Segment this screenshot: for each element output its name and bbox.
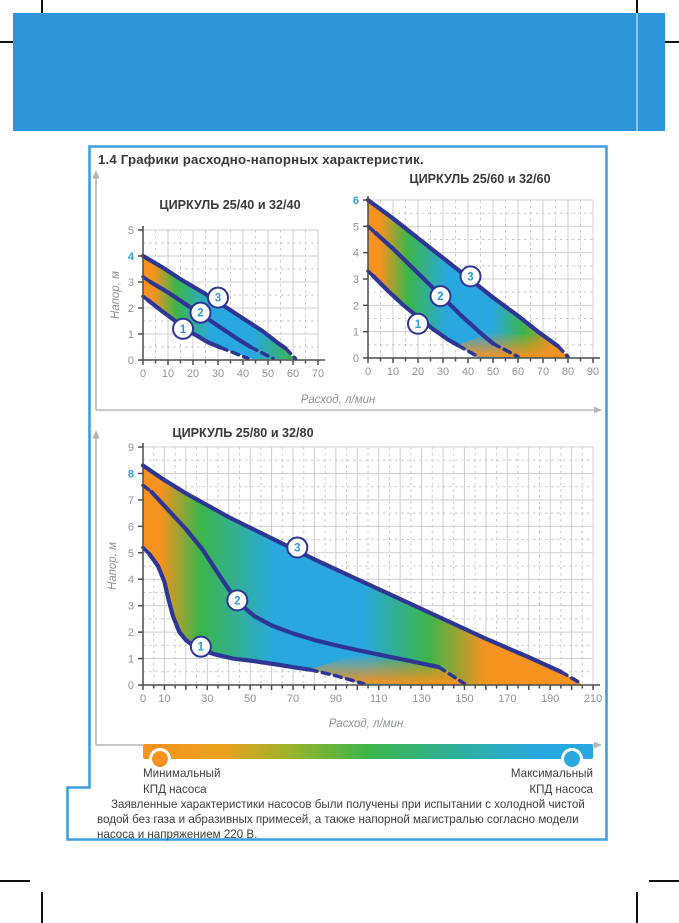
- y-tick-label: 3: [352, 274, 359, 287]
- curve-number: 1: [197, 641, 205, 654]
- y-tick-label: 1: [127, 653, 134, 666]
- y-tick-label: 3: [127, 600, 134, 613]
- chart-title: ЦИРКУЛЬ 25/60 и 32/60: [409, 172, 551, 186]
- x-tick-label: 90: [329, 693, 342, 705]
- x-tick-label: 60: [286, 368, 300, 380]
- y-axis-label: Напор, м: [107, 542, 119, 590]
- curve-number: 3: [294, 542, 301, 555]
- x-tick-label: 10: [161, 368, 175, 380]
- y-tick-label: 5: [127, 225, 134, 237]
- x-tick-label: 30: [211, 368, 225, 380]
- x-tick-label: 70: [536, 366, 550, 378]
- x-tick-label: 210: [583, 693, 603, 705]
- chart-title: ЦИРКУЛЬ 25/40 и 32/40: [159, 198, 301, 212]
- x-tick-label: 190: [540, 693, 560, 705]
- chart-cirkul-25-80: [107, 426, 602, 730]
- curve-number: 2: [234, 595, 241, 608]
- x-tick-label: 10: [386, 366, 400, 378]
- chart-cirkul-25-40: [110, 198, 325, 380]
- section-title: 1.4 Графики расходно-напорных характеристик.: [98, 152, 424, 167]
- y-tick-label: 2: [127, 627, 134, 640]
- chart-title: ЦИРКУЛЬ 25/80 и 32/80: [172, 426, 314, 440]
- min-efficiency-label-line1: Минимальный: [143, 767, 221, 780]
- y-tick-label: 1: [352, 326, 359, 339]
- x-tick-label: 50: [486, 366, 500, 378]
- x-tick-label: 50: [244, 693, 257, 705]
- curve-number: 1: [414, 318, 422, 331]
- y-tick-label: 8: [127, 468, 134, 481]
- curve-number: 3: [467, 271, 474, 284]
- x-tick-label: 40: [461, 366, 475, 378]
- y-axis-label: Напор, м: [110, 271, 122, 319]
- x-tick-label: 20: [411, 366, 425, 378]
- y-tick-label: 1: [127, 329, 134, 341]
- x-tick-label: 70: [286, 693, 300, 705]
- x-tick-label: 30: [436, 366, 450, 378]
- x-tick-label: 130: [412, 693, 431, 705]
- x-tick-label: 20: [186, 368, 200, 380]
- min-efficiency-label: [143, 766, 220, 797]
- chart-cirkul-25-60: [353, 172, 600, 378]
- y-tick-label: 9: [127, 442, 134, 455]
- x-tick-label: 60: [511, 366, 525, 378]
- y-tick-label: 5: [127, 547, 134, 560]
- y-tick-label: 4: [127, 574, 134, 587]
- curve-number: 1: [179, 323, 187, 336]
- x-axis-label: Расход, л/мин: [328, 718, 404, 730]
- x-tick-label: 40: [236, 368, 250, 380]
- x-tick-label: 170: [498, 693, 517, 705]
- y-tick-label: 0: [127, 680, 134, 692]
- max-efficiency-label: [393, 766, 593, 797]
- y-tick-label: 3: [127, 277, 134, 289]
- y-tick-label: 4: [352, 247, 359, 260]
- curve-number: 3: [214, 292, 222, 305]
- x-tick-label: 0: [139, 368, 147, 380]
- y-tick-label: 6: [127, 521, 134, 534]
- curve-number: 2: [197, 307, 204, 320]
- max-efficiency-label-line1: Максимальный: [510, 767, 593, 780]
- x-tick-label: 70: [311, 368, 325, 380]
- x-tick-label: 80: [561, 366, 575, 378]
- x-tick-label: 50: [261, 368, 275, 380]
- efficiency-gradient-bar: [143, 744, 593, 759]
- min-efficiency-label-line2: КПД насоса: [143, 782, 207, 796]
- y-tick-label: 6: [352, 195, 359, 208]
- x-tick-label: 150: [455, 693, 474, 705]
- y-tick-label: 4: [127, 251, 134, 263]
- test-conditions-note: Заявленные характеристики насосов были получены при испытании с холодной чистой водой без газа и абразивных примесей, а также напорной магистралью согласно модели насоса и напряжением 220 В.: [97, 798, 585, 842]
- max-efficiency-label-line2: КПД насоса: [529, 782, 593, 796]
- y-tick-label: 2: [352, 300, 359, 313]
- x-tick-label: 110: [369, 693, 388, 705]
- y-tick-label: 5: [352, 221, 359, 234]
- x-tick-label: 30: [201, 693, 214, 705]
- y-tick-label: 0: [127, 355, 134, 367]
- x-tick-label: 90: [586, 366, 600, 378]
- x-tick-label: 10: [158, 693, 171, 705]
- x-axis-label-shared: Расход, л/мин: [300, 394, 376, 406]
- x-tick-label: 0: [364, 366, 372, 378]
- x-tick-label: 0: [139, 693, 147, 705]
- y-tick-label: 7: [127, 494, 134, 507]
- y-tick-label: 0: [352, 353, 359, 365]
- y-tick-label: 2: [127, 303, 134, 315]
- curve-number: 2: [437, 291, 444, 304]
